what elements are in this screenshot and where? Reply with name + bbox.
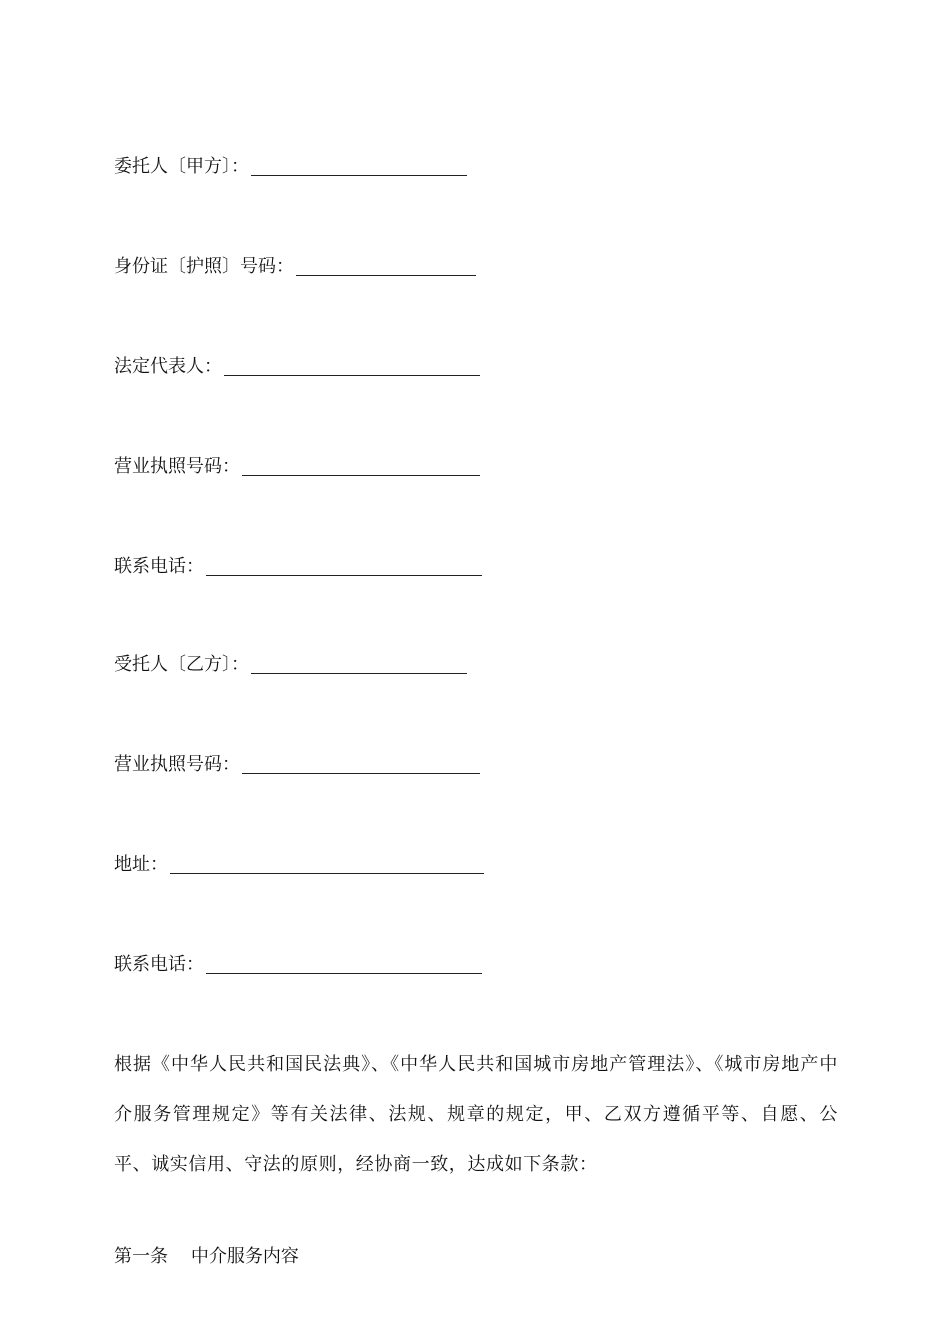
- article-heading: [114, 1244, 299, 1270]
- field-business-license-b: [114, 750, 480, 776]
- preamble-paragraph: 根据《中华人民共和国民法典》、《中华人民共和国城市房地产管理法》、《城市房地产中介服务管理规定》等有关法律、法规、规章的规定，甲、乙双方遵循平等、自愿、公平、诚实信用、守法的原则，经协商一致，达成如下条款：: [114, 1054, 838, 1175]
- field-id-number: [114, 252, 476, 278]
- field-label: 营业执照号码：: [114, 754, 240, 775]
- article-number: 第一条: [114, 1246, 168, 1267]
- field-phone-b: [114, 950, 482, 976]
- field-label: 地址：: [114, 854, 168, 875]
- field-address: [114, 850, 484, 876]
- field-label: 法定代表人：: [114, 356, 222, 377]
- blank-line[interactable]: [206, 953, 482, 974]
- field-label: 营业执照号码：: [114, 456, 240, 477]
- blank-line[interactable]: [251, 653, 467, 674]
- field-label: 联系电话：: [114, 556, 204, 577]
- field-label: 联系电话：: [114, 954, 204, 975]
- field-label: 身份证〔护照〕号码：: [114, 256, 294, 277]
- field-business-license-a: [114, 452, 480, 478]
- field-agent-party-b: [114, 650, 467, 676]
- blank-line[interactable]: [170, 853, 484, 874]
- blank-line[interactable]: [224, 355, 480, 376]
- field-phone-a: [114, 552, 482, 578]
- field-legal-representative: [114, 352, 480, 378]
- blank-line[interactable]: [242, 455, 480, 476]
- blank-line[interactable]: [206, 555, 482, 576]
- article-title: 中介服务内容: [190, 1246, 299, 1267]
- blank-line[interactable]: [296, 255, 476, 276]
- field-label: 委托人〔甲方〕：: [114, 156, 249, 177]
- blank-line[interactable]: [251, 155, 467, 176]
- blank-line[interactable]: [242, 753, 480, 774]
- field-client-party-a: [114, 152, 467, 178]
- field-label: 受托人〔乙方〕：: [114, 654, 249, 675]
